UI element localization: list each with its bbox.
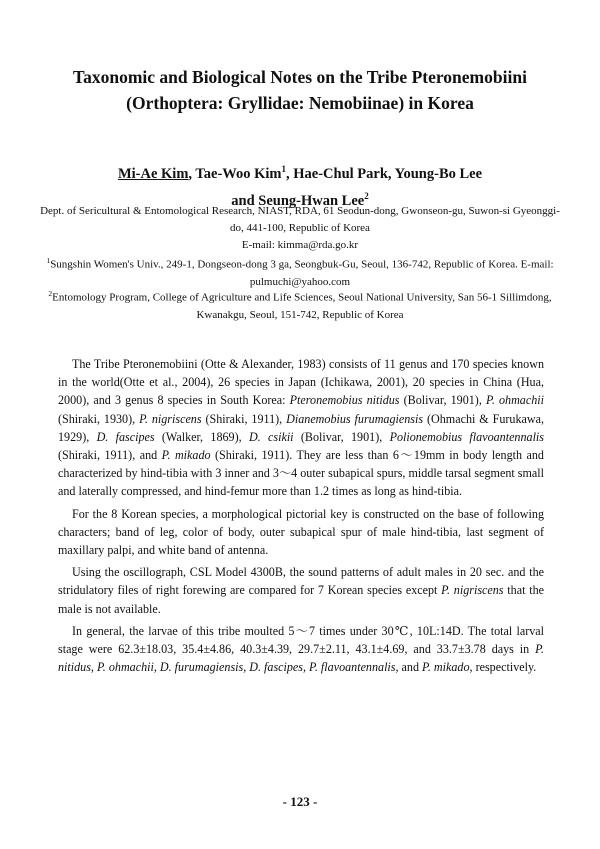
affiliation-niast-email: E-mail: kimma@rda.go.kr	[241, 239, 359, 251]
affiliation-niast	[40, 203, 560, 254]
affiliation-snu-text: Entomology Program, College of Agriculture and Life Sciences, Seoul National University, San 56-1 Sillimdong, Kwanakgu, Seoul, 151-742, Republic of Korea	[52, 291, 552, 321]
p1-species-1: Pteronemobius nitidus	[289, 393, 400, 408]
affiliation-sungshin-sup: 1	[46, 256, 51, 265]
author-lee-seung-hwan: Seung-Hwan Lee	[258, 192, 365, 209]
p1-text-7: (Bolivar, 1901),	[293, 429, 390, 444]
author-park-hae-chul: Hae-Chul Park	[293, 165, 388, 182]
affiliation-sungshin-text: Sungshin Women's Univ., 249-1, Dongseon-dong 3 ga, Seongbuk-Gu, Seoul, 136-742, Republic of Korea. E-mail: pulmuchi@yahoo.com	[50, 258, 554, 288]
p1-species-6: D. csikii	[248, 429, 294, 444]
page-number: - 123 -	[282, 794, 318, 809]
p1-species-5: D. fascipes	[96, 429, 155, 444]
p1-species-4: Dianemobius furumagiensis	[286, 411, 424, 426]
p4-species-2: P. mikado,	[422, 660, 473, 675]
p4-species-1: P. nitidus, P. ohmachii, D. furumagiensis, D. fascipes, P. flavoantennalis,	[58, 642, 544, 675]
author-and: and	[231, 192, 255, 209]
author-kim-tae-woo-sup: 1	[281, 164, 286, 174]
author-kim-mi-ae: Mi-Ae Kim	[117, 165, 189, 182]
affiliation-snu	[40, 285, 560, 324]
author-lee-seung-hwan-sup: 2	[364, 190, 369, 201]
author-kim-tae-woo: Tae-Woo Kim	[195, 165, 282, 182]
p4-text-2: and	[398, 660, 423, 675]
p4-text-3: respectively.	[472, 660, 537, 675]
abstract-body	[58, 355, 544, 680]
paragraph-1	[58, 355, 544, 501]
author-lee-young-bo: Young-Bo Lee	[394, 165, 483, 182]
p1-text-3: (Shiraki, 1930),	[58, 411, 140, 426]
p1-species-8: P. mikado	[161, 448, 211, 463]
p1-species-7: Polionemobius flavoantennalis	[389, 429, 544, 444]
p1-species-2: P. ohmachii	[486, 393, 544, 408]
p1-text-9: (Shiraki, 1911). They are less than 6～19mm in body length and characterized by hind-tibia with 3 inner and 3～4 outer subapical spurs, middle tarsal segment small and laterally compressed, and hind-femur more than 1.2 times as long as hind-tibia.	[58, 448, 544, 499]
paragraph-3	[58, 563, 544, 618]
paragraph-2: For the 8 Korean species, a morphological pictorial key is constructed on the base of following characters; band of leg, color of body, outer subapical spur of male hind-tibia, last segment of maxillary palpi, and white band of antenna.	[58, 506, 544, 558]
title-line-2: (Orthoptera: Gryllidae: Nemobiinae) in Korea	[126, 93, 474, 113]
p1-text-1: The Tribe Pteronemobiini (Otte & Alexander, 1983) consists of 11 genus and 170 species known in the world(Otte et al., 2004), 26 species in Japan (Ichikawa, 2001), 20 species in China (Hua, 2000), and 3 genus 8 species in South Korea:	[58, 357, 544, 408]
affiliation-niast-address: Dept. of Sericultural & Entomological Research, NIAST, RDA, 61 Seodun-dong, Gwonseon-gu, Suwon-si Gyeonggi-do, 441-100, Republic of Korea	[40, 205, 560, 234]
p1-species-3: P. nigriscens	[139, 411, 202, 426]
p4-text-1: In general, the larvae of this tribe moulted 5～7 times under 30℃, 10L:14D. The total larval stage were 62.3±18.03, 35.4±4.86, 40.3±4.39, 29.7±2.11, 43.1±4.69, and 33.7±3.78 days in	[58, 623, 544, 657]
author-line-1: Mi-Ae Kim, Tae-Woo Kim$^1$, Hae-Chul Park, Young-Bo Lee	[117, 164, 483, 182]
affiliation-snu-sup: 2	[48, 289, 53, 298]
paper-title	[30, 64, 570, 116]
paragraph-4	[58, 622, 544, 677]
p3-text-1: Using the oscillograph, CSL Model 4300B, the sound patterns of adult males in 20 sec. and the stridulatory files of right forewing are compared for 7 Korean species except	[58, 565, 544, 598]
p1-text-4: (Shiraki, 1911),	[201, 411, 287, 426]
p1-text-2: (Bolivar, 1901),	[399, 393, 486, 408]
p1-text-5: (Ohmachi & Furukawa, 1929),	[58, 411, 544, 444]
p1-text-6: (Walker, 1869),	[154, 429, 249, 444]
title-line-1: Taxonomic and Biological Notes on the Tribe Pteronemobiini	[73, 67, 527, 87]
p3-species-1: P. nigriscens	[441, 583, 504, 598]
p3-text-2: that the male is not available.	[58, 583, 545, 616]
p1-text-8: (Shiraki, 1911), and	[58, 448, 162, 463]
